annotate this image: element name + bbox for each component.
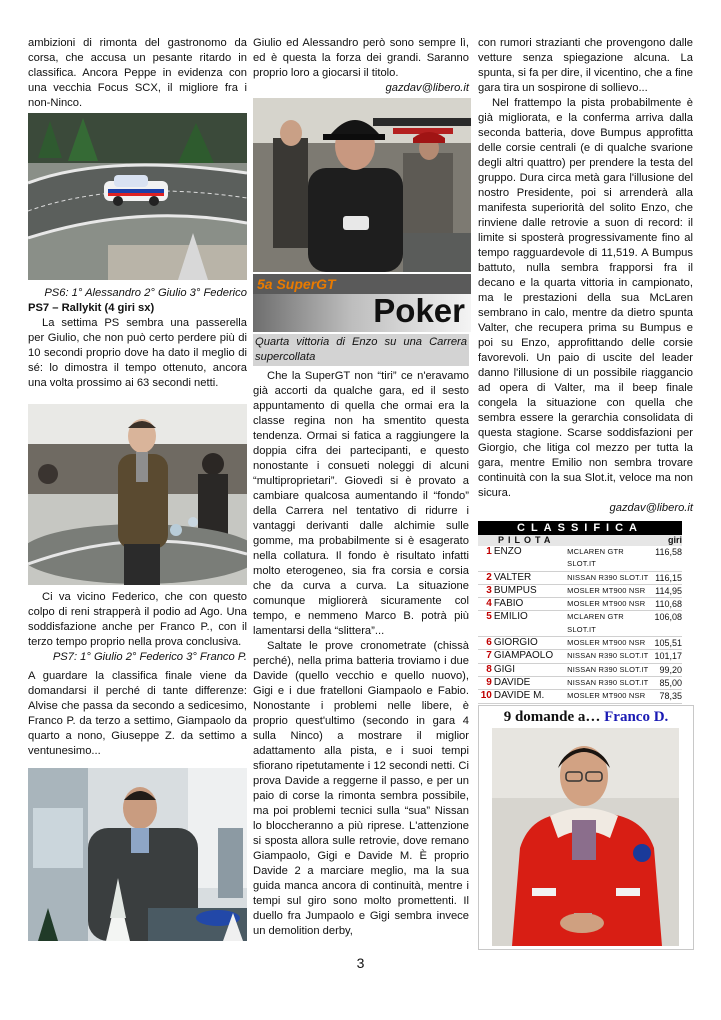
column-2-body xyxy=(253,334,469,939)
col3-paragraph-2: Nel frattempo la pista probabilmente è già migliorata, e la conferma arriva dalla seconda batteria, dove Bumpus approfitta delle corsie centrali (e di qualche svarione degli altri quattro) per prendere la testa del gruppo. Dura circa metà gara l'illusione del nostro Presidente, poi si arrenderà alla manifesta superiorità del solito Enzo, che rinviene dalle retrovie a suon di record: il limite si sposterà progressivamente fino al tempo ragguardevole di 11,519. A Bumpus battuto, nulla sembra frapporsi fra il decano e la quarta vittoria in campionato, ma le prestazioni della sua McLaren sembrano in calo, mentre da dietro spunta Valter, che recupera prima su Bumpus e poi su Enzo, approfittando delle corsie favorevoli. Un paio di uscite del leader danno l'illusione di un possibile riaggancio ad opera di Valter, ma il beep finale congela la situazione con quella che sembra essere la gerarchia consolidata di questa stagione. Scarse soddisfazioni per Giorgio, che litiga col mezzo per tutta la gara, mentre Emilio non sembra trovare continuità con la sua Slot.it, veloce ma non sicura. xyxy=(478,97,693,499)
standings-row xyxy=(478,664,682,677)
standings-position: 10 xyxy=(480,690,492,702)
standings-driver: EMILIO xyxy=(493,611,528,623)
column-1 xyxy=(28,36,247,111)
standings-row xyxy=(478,690,682,703)
photo-driver-at-track xyxy=(28,404,247,585)
author-email-2: gazdav@libero.it xyxy=(609,502,693,514)
standings-position: 4 xyxy=(486,598,492,610)
standings-position: 7 xyxy=(486,650,492,662)
interview-title-prefix: 9 domande a… xyxy=(503,709,601,725)
standings-driver: DAVIDE M. xyxy=(493,690,545,702)
standings-driver: GIGI xyxy=(493,663,515,675)
standings-car: NISSAN R390 SLOT.IT xyxy=(567,677,649,687)
standings-car: MCLAREN GTR SLOT.IT xyxy=(567,547,624,569)
supergt-banner xyxy=(253,274,471,332)
standings-car: MOSLER MT900 NSR xyxy=(567,585,646,595)
photo-caption-ps7: PS7: 1° Giulio 2° Federico 3° Franco P. xyxy=(52,651,247,663)
interview-title-name: Franco D. xyxy=(604,709,669,725)
standings-row xyxy=(478,585,682,598)
standings-car: MOSLER MT900 NSR xyxy=(567,638,646,648)
standings-laps: 110,68 xyxy=(655,599,682,610)
standings-col-driver: PILOTA xyxy=(498,535,555,545)
standings-car: NISSAN R390 SLOT.IT xyxy=(567,651,649,661)
standings-row xyxy=(478,650,682,663)
standings-car: NISSAN R390 SLOT.IT xyxy=(567,572,649,582)
column-1-mid xyxy=(28,286,247,391)
standings-laps: 114,95 xyxy=(655,585,682,596)
standings-driver: GIORGIO xyxy=(493,637,538,649)
standings-row xyxy=(478,598,682,611)
standings-driver: VALTER xyxy=(493,571,532,583)
interview-box xyxy=(478,705,694,950)
standings-header-row xyxy=(478,535,682,546)
standings-row xyxy=(478,572,682,585)
article-subtitle: Quarta vittoria di Enzo su una Carrera supercollata xyxy=(253,334,469,366)
standings-position: 6 xyxy=(486,637,492,649)
banner-tag: 5a SuperGT xyxy=(257,276,336,292)
standings-col-laps: giri xyxy=(667,535,682,545)
col2-paragraph-3: Saltate le prove cronometrate (chissà perché), nella prima batteria troviamo i due Davide (quello vecchio e quello nuovo), Gigi e i due fratelloni Giampaolo e Fabio. Nonostante i problemi nelle libere, è proprio quest'ultimo (secondo in gara 4 sulla Ninco) a mostrare il miglior adattamento alla pista, e i suoi tempi sfiorano ripetutamente i 12 secondi netti. Ci prova Davide a reggerne il passo, e per un paio di corse la rimonta sembra possibile, ma poi problemi tecnici sulla “sua” Nissan lo bloccheranno a più riprese. L'attenzione si sposta allora sulle retrovie, dove remano Giampaolo, Gigi e Davide M. È proprio Davide 2 a marciare meglio, ma la sua guida manca ancora di continuità, mentre i tempi sul giro sono molto promettenti. Il duello fra Jumpaolo e Gigi sembra invece un demolition derby, xyxy=(253,640,469,937)
standings-title: CLASSIFICA xyxy=(478,521,682,535)
standings-driver: FABIO xyxy=(493,598,524,610)
standings-laps: 78,35 xyxy=(659,691,682,702)
standings-driver: DAVIDE xyxy=(493,676,531,688)
standings-position: 2 xyxy=(486,571,492,583)
standings-driver: GIAMPAOLO xyxy=(493,650,554,662)
interview-title xyxy=(479,709,693,726)
standings-driver: ENZO xyxy=(493,546,522,557)
standings-car: NISSAN R390 SLOT.IT xyxy=(567,664,649,674)
standings-table xyxy=(478,521,682,704)
standings-laps: 116,15 xyxy=(655,572,682,583)
standings-position: 5 xyxy=(486,611,492,623)
standings-position: 3 xyxy=(486,584,492,596)
standings-row xyxy=(478,611,682,637)
standings-row xyxy=(478,677,682,690)
standings-row xyxy=(478,637,682,650)
col1-paragraph-4: A guardare la classifica finale viene da domandarsi il perché di tante differenze: Alvise che passa da secondo a sedicesimo, Franco P. da terzo a settimo, Giampaolo da quarto a nono, Giuseppe Z. da settimo a ventunesimo... xyxy=(28,670,247,757)
standings-laps: 101,17 xyxy=(654,651,682,662)
col1-paragraph-3: Ci va vicino Federico, che con questo colpo di reni strapperà il podio ad Ago. Una soddisfazione anche per Franco P., con il terzo tempo proprio nella prova conclusiva. xyxy=(28,591,247,648)
standings-rows xyxy=(478,546,682,704)
standings-position: 8 xyxy=(486,663,492,675)
photo-caption-ps6: PS6: 1° Alessandro 2° Giulio 3° Federico xyxy=(44,287,247,299)
standings-car: MOSLER MT900 NSR xyxy=(567,691,646,701)
col1-paragraph-2: La settima PS sembra una passerella per Giulio, che non può certo perdere più di 10 secondi proprio dove ha dato il meglio di sé: lo dimostra il tempo ottenuto, ancora una volta prossimo ai 63 secondi netti. xyxy=(28,317,247,389)
standings-laps: 106,08 xyxy=(654,612,682,623)
author-email-1: gazdav@libero.it xyxy=(385,82,469,94)
photo-man-with-trees xyxy=(28,768,247,941)
standings-laps: 116,58 xyxy=(655,547,682,557)
standings-position: 1 xyxy=(486,546,492,557)
col2-paragraph-1: Giulio ed Alessandro però sono sempre lì, ed è questa la forza dei grandi. Saranno proprio loro a giocarsi il titolo. xyxy=(253,37,469,79)
standings-laps: 85,00 xyxy=(659,677,682,688)
standings-laps: 105,51 xyxy=(654,638,682,649)
column-2-top xyxy=(253,36,469,96)
standings-car: MCLAREN GTR SLOT.IT xyxy=(567,612,624,634)
standings-driver: BUMPUS xyxy=(493,584,537,596)
standings-position: 9 xyxy=(486,676,492,688)
page-number: 3 xyxy=(356,955,365,971)
photo-man-in-cap xyxy=(253,98,471,272)
standings-car: MOSLER MT900 NSR xyxy=(567,599,646,609)
column-3 xyxy=(478,36,693,516)
photo-franco-d xyxy=(492,728,679,946)
col1-paragraph-1: ambizioni di rimonta del gastronomo da corsa, che accusa un pesante ritardo in classifica. Ancora Peppe in evidenza con una vecchia Focus SCX, il migliore fra i non-Ninco. xyxy=(28,37,247,109)
col2-paragraph-2: Che la SuperGT non “tiri” ce n'eravamo già accorti da qualche gara, ed il sesto appuntamento di quella che ormai era la classe regina non ha smentito questa tendenza. Ormai si fatica a raggiungere la doppia cifra dei partecipanti, e questo nonostante i consueti noleggi di alcuni “multiproprietari”. Giovedì si è provato a cambiare qualcosa aumentando il “fondo” della Carrera nel tentativo di ridurre i vantaggi derivanti dalle alchimie sulle gomme, ma probabilmente si è esagerato nella collatura. Il fondo è risultato infatti molto eterogeneo, sia fra corsia e corsia che da curva a curva. La situazione comunque migliorerà sicuramente col tempo, e nemmeno Marco B. potrà più lamentarsi della “slittera”... xyxy=(253,370,469,637)
standings-laps: 99,20 xyxy=(659,664,682,675)
col3-paragraph-1: con rumori strazianti che provengono dalle vetture senza spiegazione alcuna. La spunta, si fa per dire, il vicentino, che a fine gara tira un sospirone di sollievo... xyxy=(478,37,693,94)
banner-title: Poker xyxy=(373,292,465,329)
photo-rally-car-on-track xyxy=(28,113,247,280)
standings-row xyxy=(478,546,682,572)
column-1-lower xyxy=(28,590,247,759)
section-title-ps7: PS7 – Rallykit (4 giri sx) xyxy=(28,302,155,314)
